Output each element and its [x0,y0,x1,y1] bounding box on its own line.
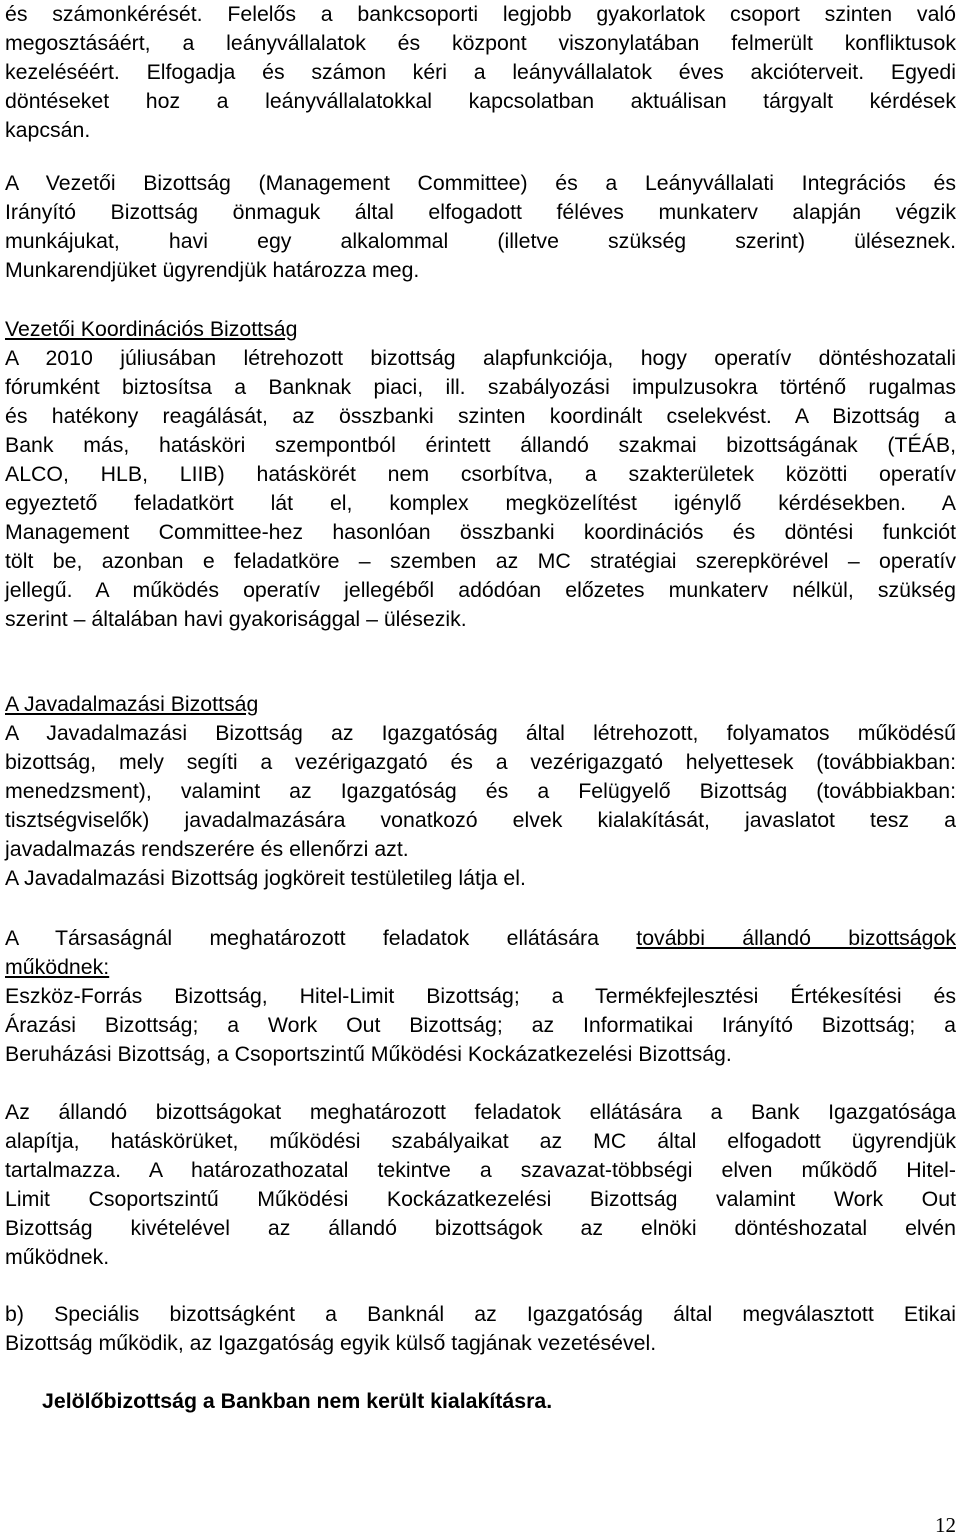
text-line: Limit Csoportszintű Működési Kockázatkezelési Bizottság valamint Work Out [5,1187,956,1211]
text-line: kapcsán. [5,118,91,142]
text-line: Bizottság működik, az Igazgatóság egyik külső tagjának vezetésével. [5,1331,657,1355]
text-line: javadalmazás rendszerére és ellenőrzi azt. [5,837,409,861]
text-fragment: A Társaságnál meghatározott feladatok ellátására [5,926,637,950]
text-line: Munkarendjüket ügyrendjük határozza meg. [5,258,420,282]
text-line: Management Committee-hez hasonlóan összbanki koordinációs és döntési funkciót [5,520,956,544]
text-line: Eszköz-Forrás Bizottság, Hitel-Limit Bizottság; a Termékfejlesztési Értékesítési és [5,984,956,1008]
text-line: Beruházási Bizottság, a Csoportszintű Működési Kockázatkezelési Bizottság. [5,1042,732,1066]
coordination-section [5,315,956,634]
text-line [5,924,956,953]
text-line: A Vezetői Bizottság (Management Committee) és a Leányvállalati Integrációs és [5,171,956,195]
text-line: fórumként biztosítsa a Banknak piaci, ill. szabályozási impulzusokra történő rugalmas [5,375,956,399]
text-line: A Javadalmazási Bizottság az Igazgatóság által létrehozott, folyamatos működésű [5,721,956,745]
text-line: menedzsment), valamint az Igazgatóság és a Felügyelő Bizottság (továbbiakban: [5,779,956,803]
text-line: döntéseket hoz a leányvállalatokkal kapcsolatban aktuálisan tárgyalt kérdések [5,89,956,113]
text-line: Az állandó bizottságokat meghatározott feladatok ellátására a Bank Igazgatósága [5,1100,956,1124]
page-number: 12 [935,1513,956,1537]
remuneration-section [5,690,956,893]
text-line: és hatékony reagálását, az összbanki szinten koordinált cselekvést. A Bizottság a [5,404,956,428]
underlined-text: működnek: [5,955,110,979]
text-line: működnek. [5,1245,110,1269]
text-line: alapítja, hatáskörüket, működési szabályaikat az MC által elfogadott ügyrendjük [5,1129,956,1153]
text-line: Jelölőbizottság a Bankban nem került kialakításra. [42,1389,553,1413]
text-line: munkájukat, havi egy alkalommal (illetve szükség szerint) üléseznek. [5,229,956,253]
text-line: tisztségviselők) javadalmazására vonatkozó elvek kialakítását, javaslatot tesz a [5,808,956,832]
text-line: jellegű. A működés operatív jellegéből adódóan előzetes munkaterv nélkül, szükség [5,578,956,602]
mc-paragraph [5,169,956,285]
section-heading: Vezetői Koordinációs Bizottság [5,317,298,341]
text-line: tartalmazza. A határozathozatal tekintve a szavazat-többségi elven működő Hitel- [5,1158,956,1182]
section-heading: A Javadalmazási Bizottság [5,692,259,716]
text-line: A Javadalmazási Bizottság jogköreit testületileg látja el. [5,866,526,890]
text-line: szerint – általában havi gyakorisággal – ülésezik. [5,607,467,631]
text-line: Árazási Bizottság; a Work Out Bizottság; az Informatikai Irányító Bizottság; a [5,1013,956,1037]
text-line: egyeztető feladatkört lát el, komplex megközelítést igénylő kérdésekben. A [5,491,956,515]
further-committees-section [5,924,956,1069]
text-line: b) Speciális bizottságként a Banknál az Igazgatóság által megválasztott Etikai [5,1302,956,1326]
text-line: bizottság, mely segíti a vezérigazgató és a vezérigazgató helyettesek (továbbiakban: [5,750,956,774]
permanent-committees-paragraph [5,1098,956,1272]
text-line: tölt be, azonban e feladatköre – szemben az MC stratégiai szerepkörével – operatív [5,549,956,573]
intro-paragraph [5,0,956,145]
text-line: és számonkérését. Felelős a bankcsoporti legjobb gyakorlatok csoport szinten való [5,2,956,26]
nomination-statement [42,1387,942,1416]
text-line: A 2010 júliusában létrehozott bizottság alapfunkciója, hogy operatív döntéshozatali [5,346,956,370]
text-line: Irányító Bizottság önmaguk által elfogadott féléves munkaterv alapján végzik [5,200,956,224]
underlined-text: további állandó bizottságok [636,926,956,950]
text-line: ALCO, HLB, LIIB) hatáskörét nem csorbítva, a szakterületek közötti operatív [5,462,956,486]
text-line: kezeléséért. Elfogadja és számon kéri a leányvállalatok éves akcióterveit. Egyedi [5,60,956,84]
text-line: Bank más, hatásköri szempontból érintett állandó szakmai bizottságának (TÉÁB, [5,433,956,457]
text-line: Bizottság kivételével az állandó bizottságok az elnöki döntéshozatal elvén [5,1216,956,1240]
special-committee-paragraph [5,1300,956,1358]
text-line: megosztásáért, a leányvállalatok és központ viszonylatában felmerült konfliktusok [5,31,956,55]
